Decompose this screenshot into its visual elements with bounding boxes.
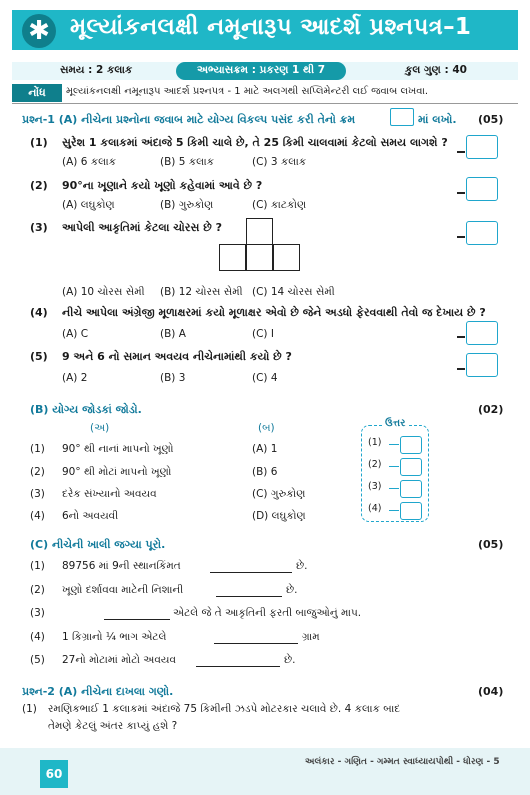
blank-suffix: છે. bbox=[286, 584, 298, 596]
column-b-item: (C) ગુરુકોણ bbox=[252, 488, 306, 500]
blank-suffix: છે. bbox=[296, 560, 308, 572]
blank-line[interactable] bbox=[210, 572, 292, 573]
divider bbox=[12, 103, 518, 104]
answer-box[interactable] bbox=[466, 177, 498, 201]
blank-suffix: ગ્રામ bbox=[302, 631, 320, 643]
blank-line[interactable] bbox=[214, 643, 298, 644]
row-number: (3) bbox=[30, 607, 45, 619]
option: (C) કાટકોણ bbox=[252, 199, 307, 211]
answer-small-box[interactable] bbox=[400, 502, 422, 520]
q1a-heading-tail: માં લખો. bbox=[418, 113, 457, 126]
question-text: સુરેશ 1 કલાકમાં અંદાજે 5 કિમી ચાલે છે, તે 25 કિમી ચાલવામાં કેટલો સમય લાગશે ? bbox=[62, 136, 448, 149]
answer-box[interactable] bbox=[466, 221, 498, 245]
column-a-item: 90° થી નાનાં માપનો ખૂણો bbox=[62, 443, 174, 455]
q2a-heading: પ્રશ્ન-2 (A) નીચેના દાખલા ગણો. bbox=[22, 685, 174, 698]
row-number: (5) bbox=[30, 654, 45, 666]
total-marks: કુલ ગુણ : 40 bbox=[405, 64, 467, 76]
option: (B) 12 ચોરસ સેમી bbox=[160, 286, 243, 298]
row-number: (3) bbox=[30, 488, 45, 500]
blank-prefix: ખૂણો દર્શાવવા માટેની નિશાની bbox=[62, 584, 184, 596]
answer-small-box[interactable] bbox=[400, 436, 422, 454]
answer-number: (3) bbox=[368, 481, 382, 492]
blank-line[interactable] bbox=[196, 666, 280, 667]
q-number: (5) bbox=[30, 350, 48, 363]
answer-box-sample bbox=[390, 108, 414, 126]
option: (A) 6 કલાક bbox=[62, 156, 117, 168]
problem-text: રમણિકભાઈ 1 કલાકમાં અંદાજે 75 કિમીની ઝડપે મોટરકાર ચલાવે છે. 4 કલાક બાદ bbox=[48, 703, 401, 715]
column-a-item: 90° થી મોટાં માપનો ખૂણો bbox=[62, 466, 172, 478]
option: (B) 3 bbox=[160, 372, 186, 384]
answer-box[interactable] bbox=[466, 353, 498, 377]
figure-square bbox=[246, 218, 273, 245]
column-b-item: (D) લઘુકોણ bbox=[252, 510, 306, 522]
option: (A) લઘુકોણ bbox=[62, 199, 115, 211]
q1b-heading: (B) યોગ્ય જોડકાં જોડો. bbox=[30, 403, 142, 416]
answer-box[interactable] bbox=[466, 135, 498, 159]
question-text: 9 અને 6 નો સમાન અવયવ નીચેનામાંથી કયો છે ? bbox=[62, 350, 292, 363]
answer-dash bbox=[457, 336, 465, 338]
star-icon: ✱ bbox=[22, 14, 56, 48]
figure-square bbox=[273, 244, 300, 271]
q-number: (2) bbox=[30, 179, 48, 192]
row-number: (4) bbox=[30, 510, 45, 522]
answer-number: (2) bbox=[368, 459, 382, 470]
blank-prefix: 1 કિગ્રાનો ¼ ભાગ એટલે bbox=[62, 631, 167, 643]
answer-dash bbox=[457, 151, 465, 153]
answer-number: (4) bbox=[368, 503, 382, 514]
answer-small-box[interactable] bbox=[400, 480, 422, 498]
q-number: (3) bbox=[30, 221, 48, 234]
note-text: મૂલ્યાંકનલક્ષી નમૂનારૂપ આદર્શ પ્રશ્નપત્ર - 1 માટે અલગથી સપ્લિમેન્ટરી લઈ જવાબ લખવા. bbox=[66, 86, 429, 97]
option: (A) 10 ચોરસ સેમી bbox=[62, 286, 145, 298]
answer-dash bbox=[457, 368, 465, 370]
option: (B) ગુરુકોણ bbox=[160, 199, 214, 211]
q1b-marks: (02) bbox=[478, 403, 504, 416]
footer-band bbox=[0, 748, 530, 795]
row-number: (2) bbox=[30, 584, 45, 596]
row-number: (1) bbox=[22, 703, 37, 715]
blank-suffix: છે. bbox=[284, 654, 296, 666]
answer-small-box[interactable] bbox=[400, 458, 422, 476]
q-number: (4) bbox=[30, 306, 48, 319]
question-text: નીચે આપેલા અંગ્રેજી મૂળાક્ષરમાં કયો મૂળાક્ષર એવો છે જેને અડધો ફેરવવાથી તેવો જ દેખાય છે ? bbox=[62, 306, 486, 319]
exam-time: સમય : 2 કલાક bbox=[60, 64, 133, 76]
page-number: 60 bbox=[40, 760, 68, 788]
footer-text: અલંકાર - ગણિત - ગમ્મત સ્વાધ્યાયપોથી - ધોરણ - 5 bbox=[305, 757, 500, 767]
q1c-marks: (05) bbox=[478, 538, 504, 551]
option: (A) C bbox=[62, 328, 89, 340]
row-number: (1) bbox=[30, 560, 45, 572]
option: (C) I bbox=[252, 328, 274, 340]
q-number: (1) bbox=[30, 136, 48, 149]
q1c-heading: (C) નીચેની ખાલી જગ્યા પૂરો. bbox=[30, 538, 166, 551]
option: (B) 5 કલાક bbox=[160, 156, 215, 168]
question-text: આપેલી આકૃતિમાં કેટલા ચોરસ છે ? bbox=[62, 221, 222, 234]
column-a-item: દરેક સંખ્યાનો અવયવ bbox=[62, 488, 157, 500]
figure-square bbox=[246, 244, 273, 271]
blank-suffix: એટલે જે તે આકૃતિની ફરતી બાજુઓનું માપ. bbox=[173, 607, 362, 619]
question-text: 90°ના ખૂણાને કયો ખૂણો કહેવામાં આવે છે ? bbox=[62, 179, 263, 192]
page-title: મૂલ્યાંકનલક્ષી નમૂનારૂપ આદર્શ પ્રશ્નપત્ર–1 bbox=[70, 14, 472, 40]
answer-number: (1) bbox=[368, 437, 382, 448]
syllabus-text: અભ્યાસક્રમ : પ્રકરણ 1 થી 7 bbox=[196, 64, 326, 76]
q2a-marks: (04) bbox=[478, 685, 504, 698]
blank-line[interactable] bbox=[104, 619, 170, 620]
q1a-heading: પ્રશ્ન-1 (A) નીચેના પ્રશ્નોના જવાબ માટે યોગ્ય વિકલ્પ પસંદ કરી તેનો ક્રમ bbox=[22, 113, 356, 126]
note-tag: નોંધ bbox=[12, 84, 62, 102]
option: (C) 4 bbox=[252, 372, 278, 384]
arrow bbox=[389, 466, 399, 467]
row-number: (4) bbox=[30, 631, 45, 643]
problem-text: તેમણે કેટલું અંતર કાપ્યું હશે ? bbox=[48, 720, 178, 732]
answer-label: ઉત્તર bbox=[382, 418, 408, 429]
row-number: (1) bbox=[30, 443, 45, 455]
column-b-item: (A) 1 bbox=[252, 443, 278, 455]
answer-dash bbox=[457, 236, 465, 238]
figure-square bbox=[219, 244, 246, 271]
row-number: (2) bbox=[30, 466, 45, 478]
arrow bbox=[389, 444, 399, 445]
blank-prefix: 27નો મોટામાં મોટો અવયવ bbox=[62, 654, 177, 666]
option: (A) 2 bbox=[62, 372, 88, 384]
blank-prefix: 89756 માં 9ની સ્થાનકિંમત bbox=[62, 560, 181, 572]
blank-line[interactable] bbox=[216, 596, 282, 597]
q1a-marks: (05) bbox=[478, 113, 504, 126]
arrow bbox=[389, 510, 399, 511]
column-b-item: (B) 6 bbox=[252, 466, 278, 478]
column-a-label: (અ) bbox=[90, 422, 110, 434]
column-b-label: (બ) bbox=[258, 422, 275, 434]
column-a-item: 6નો અવયવી bbox=[62, 510, 119, 522]
answer-dash bbox=[457, 192, 465, 194]
option: (C) 14 ચોરસ સેમી bbox=[252, 286, 335, 298]
option: (C) 3 કલાક bbox=[252, 156, 307, 168]
arrow bbox=[389, 488, 399, 489]
answer-box[interactable] bbox=[466, 321, 498, 345]
option: (B) A bbox=[160, 328, 186, 340]
